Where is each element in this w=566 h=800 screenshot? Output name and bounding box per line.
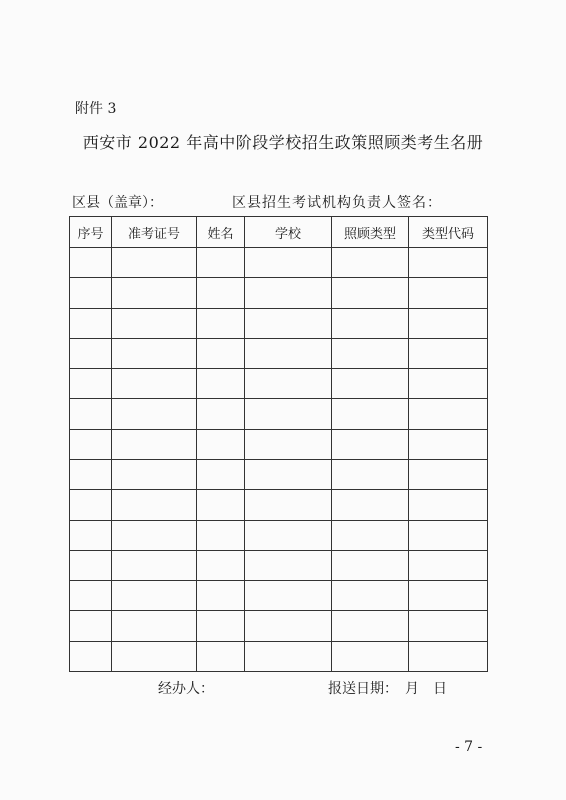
table-row	[70, 459, 488, 489]
table-cell	[197, 248, 245, 278]
table-cell	[112, 520, 197, 550]
table-cell	[332, 278, 409, 308]
table-cell	[409, 611, 488, 641]
table-cell	[245, 338, 332, 368]
table-cell	[332, 490, 409, 520]
table-row	[70, 338, 488, 368]
table-cell	[409, 459, 488, 489]
table-cell	[332, 641, 409, 671]
table-cell	[70, 248, 112, 278]
table-cell	[332, 308, 409, 338]
table-cell	[332, 520, 409, 550]
page-number: - 7 -	[455, 739, 483, 755]
table-cell	[197, 490, 245, 520]
table-row	[70, 399, 488, 429]
table-cell	[245, 611, 332, 641]
table-cell	[70, 641, 112, 671]
table-cell	[332, 248, 409, 278]
table-cell	[332, 369, 409, 399]
table-cell	[332, 550, 409, 580]
header-care-type: 照顾类型	[332, 217, 409, 248]
table-cell	[112, 550, 197, 580]
table-cell	[409, 369, 488, 399]
table-cell	[245, 641, 332, 671]
table-row	[70, 278, 488, 308]
table-cell	[197, 308, 245, 338]
header-type-code: 类型代码	[409, 217, 488, 248]
table-cell	[245, 278, 332, 308]
signer-label: 区县招生考试机构负责人签名：	[232, 195, 442, 211]
table-cell	[197, 520, 245, 550]
header-name: 姓名	[197, 217, 245, 248]
table-cell	[332, 338, 409, 368]
table-cell	[409, 248, 488, 278]
table-cell	[70, 550, 112, 580]
table-cell	[409, 338, 488, 368]
table-cell	[70, 338, 112, 368]
table-cell	[197, 278, 245, 308]
header-serial-number: 序号	[70, 217, 112, 248]
table-cell	[197, 581, 245, 611]
table-cell	[70, 611, 112, 641]
table-cell	[112, 399, 197, 429]
table-cell	[70, 308, 112, 338]
table-cell	[112, 278, 197, 308]
table-cell	[197, 459, 245, 489]
student-roster-table	[69, 216, 488, 672]
table-cell	[245, 520, 332, 550]
table-cell	[197, 399, 245, 429]
table-row	[70, 581, 488, 611]
header-exam-ticket-number: 准考证号	[112, 217, 197, 248]
table-cell	[70, 399, 112, 429]
table-cell	[245, 581, 332, 611]
table-cell	[112, 490, 197, 520]
table-cell	[70, 429, 112, 459]
table-row	[70, 490, 488, 520]
table-cell	[245, 308, 332, 338]
table-cell	[197, 369, 245, 399]
table-body	[70, 248, 488, 672]
table-cell	[70, 581, 112, 611]
table-cell	[409, 641, 488, 671]
annex-label: 附件 3	[75, 101, 117, 117]
table-row	[70, 641, 488, 671]
table-cell	[245, 490, 332, 520]
table-cell	[197, 611, 245, 641]
table-cell	[112, 308, 197, 338]
header-school: 学校	[245, 217, 332, 248]
table-cell	[112, 429, 197, 459]
table-cell	[112, 581, 197, 611]
table-cell	[197, 641, 245, 671]
table-row	[70, 308, 488, 338]
table-cell	[197, 338, 245, 368]
table-cell	[245, 248, 332, 278]
table-cell	[409, 308, 488, 338]
table-cell	[70, 459, 112, 489]
table-cell	[332, 459, 409, 489]
table-cell	[409, 278, 488, 308]
table-cell	[70, 278, 112, 308]
table-cell	[245, 369, 332, 399]
table-cell	[409, 429, 488, 459]
table-cell	[332, 399, 409, 429]
table-cell	[112, 611, 197, 641]
table-cell	[70, 369, 112, 399]
table-cell	[332, 581, 409, 611]
table-cell	[70, 520, 112, 550]
table-cell	[197, 429, 245, 459]
table-cell	[112, 338, 197, 368]
report-date-label: 报送日期： 月 日	[328, 681, 447, 697]
table-cell	[409, 399, 488, 429]
table-cell	[409, 520, 488, 550]
handler-label: 经办人：	[158, 681, 214, 697]
document-title: 西安市 2022 年高中阶段学校招生政策照顾类考生名册	[82, 133, 484, 152]
table-cell	[112, 641, 197, 671]
table-row	[70, 429, 488, 459]
table-cell	[332, 429, 409, 459]
table-cell	[245, 459, 332, 489]
table-cell	[332, 611, 409, 641]
table-header-row	[70, 217, 488, 248]
table-row	[70, 611, 488, 641]
table-cell	[409, 581, 488, 611]
table-row	[70, 550, 488, 580]
table-cell	[409, 490, 488, 520]
table-cell	[112, 248, 197, 278]
table-cell	[409, 550, 488, 580]
table-cell	[245, 399, 332, 429]
district-stamp-label: 区县（盖章）：	[72, 195, 163, 211]
table-cell	[245, 429, 332, 459]
table-row	[70, 248, 488, 278]
table-cell	[112, 369, 197, 399]
table-cell	[112, 459, 197, 489]
table-cell	[197, 550, 245, 580]
table-row	[70, 520, 488, 550]
table-cell	[70, 490, 112, 520]
table-cell	[245, 550, 332, 580]
table-row	[70, 369, 488, 399]
